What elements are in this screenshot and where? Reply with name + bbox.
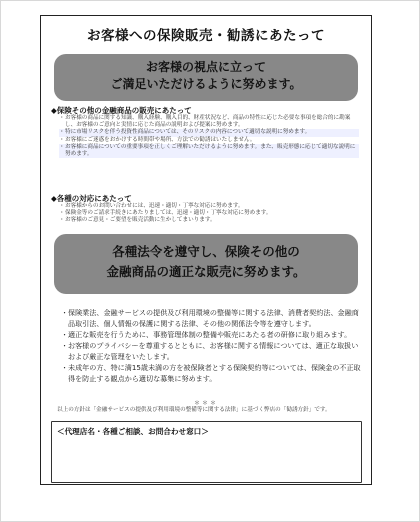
response-policy-list — [59, 203, 359, 225]
response-section-heading: ◆各種の対応にあたって — [51, 194, 132, 203]
banner1-line2: ご満足いただけるように努めます。 — [110, 77, 302, 91]
compliance-banner — [54, 234, 358, 294]
compliance-policy-list — [61, 307, 361, 384]
list-item: ・ 保険業法、金融サービスの提供及び利用環境の整備等に関する法律、消費者契約法、金融商品取引法、個人情報の保護に関する法律、その他の関係法令等を遵守します。 — [61, 307, 361, 329]
banner1-line1: お客様の視点に立って — [145, 60, 266, 74]
list-item: ・ 適正な販売を行うために、事務管理体制の整備や販売にあたる者の研修に取り組みます。 — [61, 329, 361, 340]
contact-box — [51, 421, 362, 483]
list-item: ・ お客様の商品に関する知識、購入経験、購入目的、財産状況など、商品の特性に応じた必要な事項を総合的に勘案し、お客様のご意向と実情に応じた商品の説明および提案に努めます。 — [59, 115, 359, 129]
sales-section-heading: ◆保険その他の金融商品の販売にあたって — [51, 106, 192, 115]
page-title: お客様への保険販売・勧誘にあたって — [87, 28, 325, 44]
list-item: ・ お客様のプライバシーを尊重するとともに、お客様に関する情報については、適正な取扱いおよび厳正な管理をいたします。 — [61, 340, 361, 362]
policy-footnote: 以上の方針は「金融サービスの提供及び利用環境の整備等に関する法律」に基づく弊店の「勧誘方針」です。 — [57, 407, 331, 413]
list-item: ・ お客様からのお問い合わせには、迅速・適切・丁寧な対応に努めます。 — [59, 203, 359, 210]
banner2-line1: 各種法令を遵守し、保険その他の — [112, 244, 300, 259]
customer-viewpoint-banner — [54, 54, 358, 101]
list-item: ・ お客様のご意見・ご要望を販売活動に生かしてまいります。 — [59, 217, 359, 224]
contact-box-label: ＜代理店名・各種ご相談、お問合わせ窓口＞ — [57, 427, 209, 436]
sales-policy-list — [59, 115, 359, 158]
banner2-line2: 金融商品の適正な販売に努めます。 — [106, 264, 306, 279]
list-item: ・ 未成年の方、特に満15歳未満の方を被保険者とする保険契約等については、保険金の不正取得を防止する観点から適切な募集に努めます。 — [61, 362, 361, 384]
list-item: ・ お客様にご迷惑をおかけする時間帯や場所、方法での勧誘はいたしません。 — [59, 137, 359, 144]
list-item: ・ 特に市場リスクを伴う投資性商品については、そのリスクの内容について適切な説明に努めます。 — [59, 129, 359, 136]
list-item: ・ 保険金等のご請求手続きにあたりましては、迅速・適切・丁寧な対応に努めます。 — [59, 210, 359, 217]
document-frame — [40, 15, 372, 485]
separator-stars: ＊＊＊ — [193, 400, 218, 407]
list-item: ・ お客様に商品についての重要事項を正しくご理解いただけるように努めます。また、販売形態に応じて適切な説明に努めます。 — [59, 144, 359, 158]
